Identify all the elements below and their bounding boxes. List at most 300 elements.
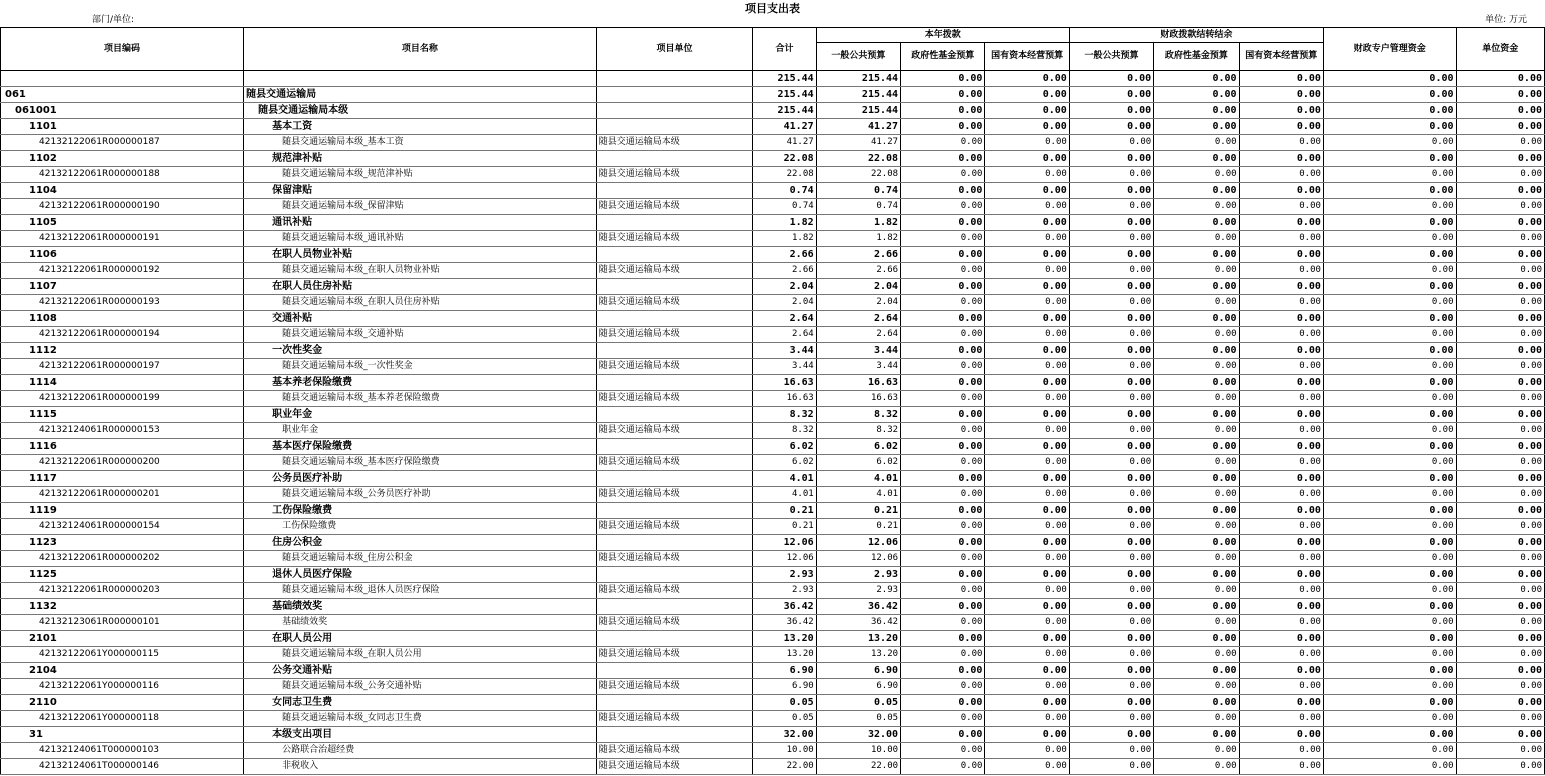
unit-funds-cell: 0.00 (1456, 183, 1544, 199)
carryover-fund-cell: 0.00 (1154, 583, 1239, 599)
carryover-capital-cell: 0.00 (1239, 567, 1323, 583)
general-public-budget-cell: 36.42 (816, 599, 900, 615)
unit-funds-cell: 0.00 (1456, 215, 1544, 231)
special-account-cell: 0.00 (1323, 199, 1456, 215)
project-unit-cell: 随县交通运输局本级 (596, 199, 753, 215)
special-account-cell: 0.00 (1323, 663, 1456, 679)
project-code-cell: 1105 (1, 215, 244, 231)
carryover-fund-cell: 0.00 (1154, 103, 1239, 119)
carryover-general-cell: 0.00 (1069, 679, 1153, 695)
carryover-general-cell: 0.00 (1069, 151, 1153, 167)
general-public-budget-cell: 0.05 (816, 695, 900, 711)
unit-funds-cell: 0.00 (1456, 631, 1544, 647)
carryover-fund-cell: 0.00 (1154, 87, 1239, 103)
government-fund-cell: 0.00 (901, 455, 985, 471)
general-public-budget-cell: 0.74 (816, 199, 900, 215)
total-cell: 36.42 (753, 599, 816, 615)
total-cell: 2.66 (753, 263, 816, 279)
project-unit-cell: 随县交通运输局本级 (596, 455, 753, 471)
unit-funds-cell: 0.00 (1456, 535, 1544, 551)
general-public-budget-cell: 12.06 (816, 551, 900, 567)
carryover-general-cell: 0.00 (1069, 295, 1153, 311)
carryover-fund-cell: 0.00 (1154, 727, 1239, 743)
carryover-general-cell: 0.00 (1069, 167, 1153, 183)
carryover-fund-cell: 0.00 (1154, 247, 1239, 263)
total-cell: 1.82 (753, 231, 816, 247)
government-fund-cell: 0.00 (901, 695, 985, 711)
project-unit-cell: 随县交通运输局本级 (596, 423, 753, 439)
carryover-capital-cell: 0.00 (1239, 135, 1323, 151)
table-row (1, 71, 1545, 87)
project-name-cell (244, 71, 597, 87)
total-cell: 3.44 (753, 343, 816, 359)
project-code-cell: 1102 (1, 151, 244, 167)
state-capital-cell: 0.00 (985, 503, 1069, 519)
carryover-fund-cell: 0.00 (1154, 695, 1239, 711)
project-name-cell: 随县交通运输局本级_住房公积金 (244, 551, 597, 567)
project-code-cell: 1106 (1, 247, 244, 263)
project-unit-cell (596, 535, 753, 551)
header-special-account-funds: 财政专户管理资金 (1323, 28, 1456, 71)
project-unit-cell: 随县交通运输局本级 (596, 487, 753, 503)
project-unit-cell (596, 503, 753, 519)
unit-funds-cell: 0.00 (1456, 647, 1544, 663)
unit-funds-cell: 0.00 (1456, 247, 1544, 263)
project-unit-cell (596, 663, 753, 679)
carryover-general-cell: 0.00 (1069, 583, 1153, 599)
state-capital-cell: 0.00 (985, 375, 1069, 391)
carryover-fund-cell: 0.00 (1154, 295, 1239, 311)
table-row (1, 759, 1545, 775)
carryover-fund-cell: 0.00 (1154, 231, 1239, 247)
project-name-cell: 随县交通运输局本级_通讯补贴 (244, 231, 597, 247)
carryover-general-cell: 0.00 (1069, 487, 1153, 503)
table-row (1, 743, 1545, 759)
state-capital-cell: 0.00 (985, 519, 1069, 535)
table-row (1, 199, 1545, 215)
carryover-fund-cell: 0.00 (1154, 375, 1239, 391)
government-fund-cell: 0.00 (901, 583, 985, 599)
unit-funds-cell: 0.00 (1456, 471, 1544, 487)
project-code-cell: 1112 (1, 343, 244, 359)
state-capital-cell: 0.00 (985, 743, 1069, 759)
unit-funds-cell: 0.00 (1456, 71, 1544, 87)
project-code-cell: 42132122061R000000187 (1, 135, 244, 151)
special-account-cell: 0.00 (1323, 407, 1456, 423)
unit-funds-cell: 0.00 (1456, 439, 1544, 455)
state-capital-cell: 0.00 (985, 199, 1069, 215)
state-capital-cell: 0.00 (985, 247, 1069, 263)
table-row (1, 343, 1545, 359)
carryover-fund-cell: 0.00 (1154, 631, 1239, 647)
table-row (1, 663, 1545, 679)
state-capital-cell: 0.00 (985, 423, 1069, 439)
header-general-public-budget: 一般公共预算 (816, 43, 900, 71)
carryover-fund-cell: 0.00 (1154, 343, 1239, 359)
header-carryover-general-public-budget: 一般公共预算 (1069, 43, 1153, 71)
unit-funds-cell: 0.00 (1456, 503, 1544, 519)
general-public-budget-cell: 1.82 (816, 231, 900, 247)
special-account-cell: 0.00 (1323, 727, 1456, 743)
project-name-cell: 随县交通运输局本级_规范津补贴 (244, 167, 597, 183)
special-account-cell: 0.00 (1323, 167, 1456, 183)
table-row (1, 87, 1545, 103)
unit-funds-cell: 0.00 (1456, 327, 1544, 343)
carryover-general-cell: 0.00 (1069, 663, 1153, 679)
special-account-cell: 0.00 (1323, 487, 1456, 503)
project-name-cell: 公务交通补贴 (244, 663, 597, 679)
unit-funds-cell: 0.00 (1456, 407, 1544, 423)
state-capital-cell: 0.00 (985, 327, 1069, 343)
carryover-general-cell: 0.00 (1069, 391, 1153, 407)
total-cell: 4.01 (753, 471, 816, 487)
project-code-cell: 42132124061T000000146 (1, 759, 244, 775)
carryover-fund-cell: 0.00 (1154, 423, 1239, 439)
government-fund-cell: 0.00 (901, 407, 985, 423)
carryover-capital-cell: 0.00 (1239, 423, 1323, 439)
carryover-fund-cell: 0.00 (1154, 503, 1239, 519)
header-project-name: 项目名称 (244, 28, 597, 71)
government-fund-cell: 0.00 (901, 151, 985, 167)
special-account-cell: 0.00 (1323, 391, 1456, 407)
total-cell: 22.08 (753, 167, 816, 183)
special-account-cell: 0.00 (1323, 359, 1456, 375)
project-code-cell: 2110 (1, 695, 244, 711)
project-code-cell: 31 (1, 727, 244, 743)
project-name-cell: 随县交通运输局本级_女同志卫生费 (244, 711, 597, 727)
special-account-cell: 0.00 (1323, 263, 1456, 279)
state-capital-cell: 0.00 (985, 695, 1069, 711)
carryover-capital-cell: 0.00 (1239, 455, 1323, 471)
total-cell: 13.20 (753, 647, 816, 663)
total-cell: 12.06 (753, 551, 816, 567)
project-name-cell: 退休人员医疗保险 (244, 567, 597, 583)
general-public-budget-cell: 36.42 (816, 615, 900, 631)
carryover-general-cell: 0.00 (1069, 631, 1153, 647)
general-public-budget-cell: 0.21 (816, 503, 900, 519)
project-name-cell: 随县交通运输局本级_退休人员医疗保险 (244, 583, 597, 599)
general-public-budget-cell: 6.90 (816, 679, 900, 695)
carryover-fund-cell: 0.00 (1154, 263, 1239, 279)
carryover-capital-cell: 0.00 (1239, 247, 1323, 263)
unit-funds-cell: 0.00 (1456, 567, 1544, 583)
table-row (1, 487, 1545, 503)
government-fund-cell: 0.00 (901, 567, 985, 583)
header-project-unit: 项目单位 (596, 28, 753, 71)
government-fund-cell: 0.00 (901, 375, 985, 391)
unit-funds-cell: 0.00 (1456, 119, 1544, 135)
unit-funds-cell: 0.00 (1456, 311, 1544, 327)
project-name-cell: 通讯补贴 (244, 215, 597, 231)
table-row (1, 247, 1545, 263)
table-row (1, 615, 1545, 631)
government-fund-cell: 0.00 (901, 503, 985, 519)
table-row (1, 119, 1545, 135)
project-code-cell: 1132 (1, 599, 244, 615)
general-public-budget-cell: 0.05 (816, 711, 900, 727)
state-capital-cell: 0.00 (985, 167, 1069, 183)
special-account-cell: 0.00 (1323, 135, 1456, 151)
state-capital-cell: 0.00 (985, 151, 1069, 167)
unit-funds-cell: 0.00 (1456, 295, 1544, 311)
project-unit-cell: 随县交通运输局本级 (596, 519, 753, 535)
carryover-capital-cell: 0.00 (1239, 103, 1323, 119)
project-code-cell: 42132124061T000000103 (1, 743, 244, 759)
carryover-capital-cell: 0.00 (1239, 359, 1323, 375)
carryover-general-cell: 0.00 (1069, 311, 1153, 327)
project-unit-cell (596, 103, 753, 119)
project-code-cell: 42132122061R000000201 (1, 487, 244, 503)
project-name-cell: 基本医疗保险缴费 (244, 439, 597, 455)
carryover-capital-cell: 0.00 (1239, 727, 1323, 743)
general-public-budget-cell: 2.04 (816, 279, 900, 295)
general-public-budget-cell: 1.82 (816, 215, 900, 231)
special-account-cell: 0.00 (1323, 279, 1456, 295)
project-unit-cell (596, 183, 753, 199)
carryover-capital-cell: 0.00 (1239, 743, 1323, 759)
unit-funds-cell: 0.00 (1456, 583, 1544, 599)
carryover-capital-cell: 0.00 (1239, 647, 1323, 663)
table-row (1, 535, 1545, 551)
carryover-capital-cell: 0.00 (1239, 487, 1323, 503)
special-account-cell: 0.00 (1323, 87, 1456, 103)
government-fund-cell: 0.00 (901, 247, 985, 263)
project-code-cell: 42132122061Y000000118 (1, 711, 244, 727)
project-name-cell: 在职人员物业补贴 (244, 247, 597, 263)
project-code-cell: 42132122061R000000194 (1, 327, 244, 343)
project-code-cell: 061 (1, 87, 244, 103)
project-code-cell: 1125 (1, 567, 244, 583)
government-fund-cell: 0.00 (901, 295, 985, 311)
general-public-budget-cell: 4.01 (816, 487, 900, 503)
project-unit-cell: 随县交通运输局本级 (596, 647, 753, 663)
project-unit-cell: 随县交通运输局本级 (596, 391, 753, 407)
carryover-fund-cell: 0.00 (1154, 167, 1239, 183)
special-account-cell: 0.00 (1323, 631, 1456, 647)
special-account-cell: 0.00 (1323, 151, 1456, 167)
project-name-cell: 保留津贴 (244, 183, 597, 199)
carryover-fund-cell: 0.00 (1154, 327, 1239, 343)
project-unit-cell: 随县交通运输局本级 (596, 759, 753, 775)
total-cell: 36.42 (753, 615, 816, 631)
unit-funds-cell: 0.00 (1456, 615, 1544, 631)
government-fund-cell: 0.00 (901, 343, 985, 359)
total-cell: 41.27 (753, 135, 816, 151)
project-name-cell: 公务员医疗补助 (244, 471, 597, 487)
project-code-cell: 42132122061R000000202 (1, 551, 244, 567)
special-account-cell: 0.00 (1323, 295, 1456, 311)
unit-funds-cell: 0.00 (1456, 375, 1544, 391)
government-fund-cell: 0.00 (901, 199, 985, 215)
special-account-cell: 0.00 (1323, 183, 1456, 199)
carryover-general-cell: 0.00 (1069, 327, 1153, 343)
project-code-cell: 42132124061R000000154 (1, 519, 244, 535)
total-cell: 32.00 (753, 727, 816, 743)
general-public-budget-cell: 22.08 (816, 151, 900, 167)
general-public-budget-cell: 4.01 (816, 471, 900, 487)
carryover-general-cell: 0.00 (1069, 439, 1153, 455)
project-unit-cell (596, 631, 753, 647)
carryover-fund-cell: 0.00 (1154, 663, 1239, 679)
carryover-fund-cell: 0.00 (1154, 535, 1239, 551)
special-account-cell: 0.00 (1323, 327, 1456, 343)
project-name-cell: 公路联合治超经费 (244, 743, 597, 759)
carryover-general-cell: 0.00 (1069, 119, 1153, 135)
government-fund-cell: 0.00 (901, 311, 985, 327)
special-account-cell: 0.00 (1323, 679, 1456, 695)
carryover-fund-cell: 0.00 (1154, 487, 1239, 503)
special-account-cell: 0.00 (1323, 551, 1456, 567)
state-capital-cell: 0.00 (985, 487, 1069, 503)
project-name-cell: 随县交通运输局本级_交通补贴 (244, 327, 597, 343)
general-public-budget-cell: 8.32 (816, 423, 900, 439)
total-cell: 215.44 (753, 71, 816, 87)
project-code-cell: 1116 (1, 439, 244, 455)
project-name-cell: 随县交通运输局本级_基本工资 (244, 135, 597, 151)
carryover-general-cell: 0.00 (1069, 263, 1153, 279)
general-public-budget-cell: 13.20 (816, 647, 900, 663)
total-cell: 0.74 (753, 199, 816, 215)
government-fund-cell: 0.00 (901, 119, 985, 135)
project-code-cell: 42132122061R000000193 (1, 295, 244, 311)
project-unit-cell: 随县交通运输局本级 (596, 295, 753, 311)
carryover-general-cell: 0.00 (1069, 727, 1153, 743)
table-row (1, 695, 1545, 711)
total-cell: 16.63 (753, 391, 816, 407)
project-unit-cell (596, 215, 753, 231)
table-row (1, 567, 1545, 583)
carryover-fund-cell: 0.00 (1154, 407, 1239, 423)
state-capital-cell: 0.00 (985, 183, 1069, 199)
project-code-cell: 42132122061R000000191 (1, 231, 244, 247)
header-current-year-appropriation: 本年拨款 (816, 28, 1069, 43)
carryover-fund-cell: 0.00 (1154, 119, 1239, 135)
carryover-capital-cell: 0.00 (1239, 167, 1323, 183)
total-cell: 8.32 (753, 423, 816, 439)
carryover-general-cell: 0.00 (1069, 375, 1153, 391)
carryover-capital-cell: 0.00 (1239, 375, 1323, 391)
special-account-cell: 0.00 (1323, 439, 1456, 455)
table-row (1, 471, 1545, 487)
carryover-fund-cell: 0.00 (1154, 151, 1239, 167)
special-account-cell: 0.00 (1323, 519, 1456, 535)
project-name-cell: 随县交通运输局本级_保留津贴 (244, 199, 597, 215)
general-public-budget-cell: 2.93 (816, 567, 900, 583)
project-unit-cell: 随县交通运输局本级 (596, 135, 753, 151)
government-fund-cell: 0.00 (901, 439, 985, 455)
government-fund-cell: 0.00 (901, 167, 985, 183)
table-row (1, 439, 1545, 455)
government-fund-cell: 0.00 (901, 759, 985, 775)
general-public-budget-cell: 3.44 (816, 343, 900, 359)
carryover-general-cell: 0.00 (1069, 503, 1153, 519)
unit-funds-cell: 0.00 (1456, 263, 1544, 279)
project-name-cell: 随县交通运输局本级_基本养老保险缴费 (244, 391, 597, 407)
table-row (1, 103, 1545, 119)
table-row (1, 263, 1545, 279)
government-fund-cell: 0.00 (901, 679, 985, 695)
general-public-budget-cell: 10.00 (816, 743, 900, 759)
general-public-budget-cell: 32.00 (816, 727, 900, 743)
unit-funds-cell: 0.00 (1456, 279, 1544, 295)
project-unit-cell (596, 71, 753, 87)
project-name-cell: 工伤保险缴费 (244, 519, 597, 535)
total-cell: 2.04 (753, 279, 816, 295)
state-capital-cell: 0.00 (985, 311, 1069, 327)
government-fund-cell: 0.00 (901, 215, 985, 231)
government-fund-cell: 0.00 (901, 135, 985, 151)
general-public-budget-cell: 22.08 (816, 167, 900, 183)
table-row (1, 311, 1545, 327)
project-code-cell: 2104 (1, 663, 244, 679)
table-row (1, 583, 1545, 599)
carryover-general-cell: 0.00 (1069, 135, 1153, 151)
state-capital-cell: 0.00 (985, 663, 1069, 679)
project-unit-cell (596, 311, 753, 327)
carryover-general-cell: 0.00 (1069, 695, 1153, 711)
general-public-budget-cell: 3.44 (816, 359, 900, 375)
project-code-cell: 1108 (1, 311, 244, 327)
carryover-fund-cell: 0.00 (1154, 615, 1239, 631)
special-account-cell: 0.00 (1323, 455, 1456, 471)
carryover-capital-cell: 0.00 (1239, 263, 1323, 279)
carryover-fund-cell: 0.00 (1154, 471, 1239, 487)
project-code-cell: 42132122061R000000188 (1, 167, 244, 183)
carryover-capital-cell: 0.00 (1239, 407, 1323, 423)
carryover-capital-cell: 0.00 (1239, 439, 1323, 455)
special-account-cell: 0.00 (1323, 247, 1456, 263)
project-name-cell: 基础绩效奖 (244, 599, 597, 615)
unit-funds-cell: 0.00 (1456, 151, 1544, 167)
project-unit-cell (596, 247, 753, 263)
project-code-cell: 1115 (1, 407, 244, 423)
government-fund-cell: 0.00 (901, 231, 985, 247)
project-code-cell: 42132122061R000000197 (1, 359, 244, 375)
project-name-cell: 工伤保险缴费 (244, 503, 597, 519)
table-row (1, 183, 1545, 199)
header-carryover-government-fund-budget: 政府性基金预算 (1154, 43, 1239, 71)
project-unit-cell (596, 119, 753, 135)
table-row (1, 295, 1545, 311)
government-fund-cell: 0.00 (901, 487, 985, 503)
state-capital-cell: 0.00 (985, 135, 1069, 151)
state-capital-cell: 0.00 (985, 599, 1069, 615)
state-capital-cell: 0.00 (985, 711, 1069, 727)
carryover-fund-cell: 0.00 (1154, 215, 1239, 231)
government-fund-cell: 0.00 (901, 727, 985, 743)
carryover-fund-cell: 0.00 (1154, 199, 1239, 215)
project-name-cell: 随县交通运输局本级_在职人员住房补贴 (244, 295, 597, 311)
total-cell: 8.32 (753, 407, 816, 423)
table-row (1, 407, 1545, 423)
carryover-general-cell: 0.00 (1069, 247, 1153, 263)
state-capital-cell: 0.00 (985, 455, 1069, 471)
state-capital-cell: 0.00 (985, 119, 1069, 135)
state-capital-cell: 0.00 (985, 215, 1069, 231)
total-cell: 215.44 (753, 87, 816, 103)
special-account-cell: 0.00 (1323, 711, 1456, 727)
total-cell: 2.93 (753, 583, 816, 599)
project-unit-cell: 随县交通运输局本级 (596, 359, 753, 375)
special-account-cell: 0.00 (1323, 759, 1456, 775)
header-project-code: 项目编码 (1, 28, 244, 71)
project-name-cell: 随县交通运输局本级_在职人员公用 (244, 647, 597, 663)
project-name-cell: 交通补贴 (244, 311, 597, 327)
project-code-cell: 1104 (1, 183, 244, 199)
project-name-cell: 随县交通运输局本级_公务交通补贴 (244, 679, 597, 695)
special-account-cell: 0.00 (1323, 743, 1456, 759)
carryover-general-cell: 0.00 (1069, 567, 1153, 583)
